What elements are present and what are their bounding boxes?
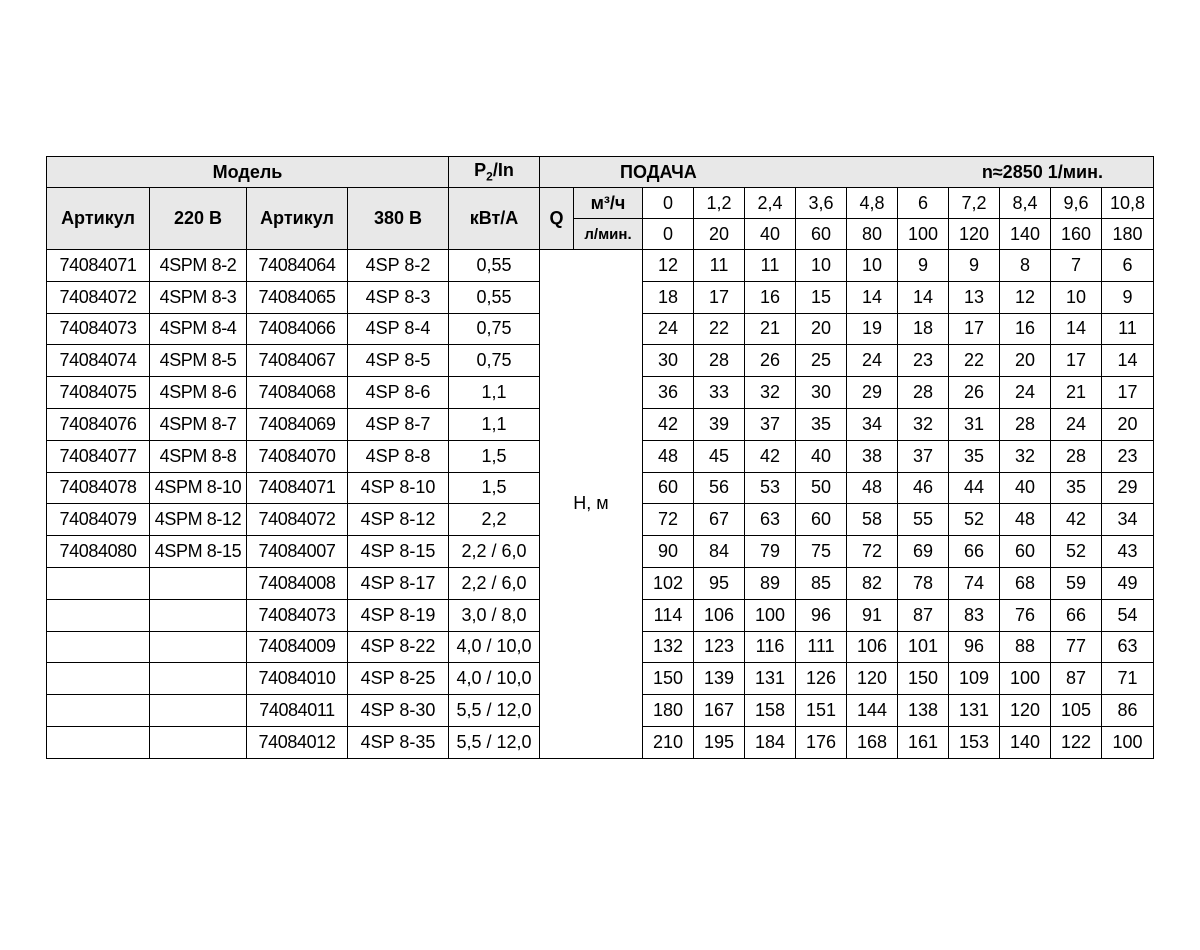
flow-m3h-cell: 9,6 bbox=[1051, 188, 1102, 219]
head-value-cell: 96 bbox=[949, 631, 1000, 663]
article-380-cell: 74084072 bbox=[247, 504, 348, 536]
head-value-cell: 100 bbox=[745, 599, 796, 631]
model-380-cell: 4SP 8-10 bbox=[348, 472, 449, 504]
model-380-cell: 4SP 8-19 bbox=[348, 599, 449, 631]
model-220-cell bbox=[150, 631, 247, 663]
head-value-cell: 13 bbox=[949, 281, 1000, 313]
head-value-cell: 180 bbox=[643, 695, 694, 727]
flow-m3h-cell: 10,8 bbox=[1102, 188, 1154, 219]
head-value-cell: 72 bbox=[643, 504, 694, 536]
head-value-cell: 28 bbox=[1051, 440, 1102, 472]
model-380-cell: 4SP 8-22 bbox=[348, 631, 449, 663]
model-220-cell bbox=[150, 599, 247, 631]
head-value-cell: 15 bbox=[796, 281, 847, 313]
article-220-cell bbox=[47, 599, 150, 631]
article-220-cell bbox=[47, 663, 150, 695]
head-value-cell: 67 bbox=[694, 504, 745, 536]
article-380-cell: 74084073 bbox=[247, 599, 348, 631]
flow-lmin-cell: 20 bbox=[694, 219, 745, 250]
head-value-cell: 14 bbox=[1051, 313, 1102, 345]
head-value-cell: 39 bbox=[694, 408, 745, 440]
head-value-cell: 16 bbox=[1000, 313, 1051, 345]
flow-lmin-cell: 120 bbox=[949, 219, 1000, 250]
model-220-cell bbox=[150, 567, 247, 599]
power-cell: 2,2 / 6,0 bbox=[449, 536, 540, 568]
head-value-cell: 10 bbox=[796, 250, 847, 282]
article-220-cell bbox=[47, 695, 150, 727]
head-value-cell: 131 bbox=[949, 695, 1000, 727]
head-value-cell: 91 bbox=[847, 599, 898, 631]
head-value-cell: 14 bbox=[1102, 345, 1154, 377]
head-value-cell: 53 bbox=[745, 472, 796, 504]
head-value-cell: 96 bbox=[796, 599, 847, 631]
head-value-cell: 18 bbox=[643, 281, 694, 313]
model-380-cell: 4SP 8-2 bbox=[348, 250, 449, 282]
flow-m3h-cell: 2,4 bbox=[745, 188, 796, 219]
head-value-cell: 60 bbox=[1000, 536, 1051, 568]
head-value-cell: 11 bbox=[1102, 313, 1154, 345]
article-220-cell: 74084080 bbox=[47, 536, 150, 568]
flow-lmin-cell: 100 bbox=[898, 219, 949, 250]
article-380-cell: 74084070 bbox=[247, 440, 348, 472]
head-value-cell: 16 bbox=[745, 281, 796, 313]
head-value-cell: 68 bbox=[1000, 567, 1051, 599]
head-value-cell: 120 bbox=[1000, 695, 1051, 727]
head-value-cell: 17 bbox=[1051, 345, 1102, 377]
head-value-cell: 10 bbox=[847, 250, 898, 282]
head-value-cell: 35 bbox=[796, 408, 847, 440]
head-value-cell: 120 bbox=[847, 663, 898, 695]
head-value-cell: 158 bbox=[745, 695, 796, 727]
head-value-cell: 75 bbox=[796, 536, 847, 568]
flow-lmin-cell: 40 bbox=[745, 219, 796, 250]
head-value-cell: 101 bbox=[898, 631, 949, 663]
power-cell: 2,2 / 6,0 bbox=[449, 567, 540, 599]
head-value-cell: 19 bbox=[847, 313, 898, 345]
head-value-cell: 84 bbox=[694, 536, 745, 568]
power-unit-header: кВт/А bbox=[449, 188, 540, 250]
head-value-cell: 78 bbox=[898, 567, 949, 599]
head-value-cell: 11 bbox=[694, 250, 745, 282]
head-value-cell: 12 bbox=[1000, 281, 1051, 313]
head-value-cell: 33 bbox=[694, 377, 745, 409]
article-380-header: Артикул bbox=[247, 188, 348, 250]
head-value-cell: 140 bbox=[1000, 726, 1051, 758]
head-value-cell: 123 bbox=[694, 631, 745, 663]
power-cell: 5,5 / 12,0 bbox=[449, 695, 540, 727]
article-220-cell: 74084077 bbox=[47, 440, 150, 472]
flow-lmin-cell: 60 bbox=[796, 219, 847, 250]
head-value-cell: 161 bbox=[898, 726, 949, 758]
power-cell: 2,2 bbox=[449, 504, 540, 536]
article-220-cell bbox=[47, 631, 150, 663]
model-380-cell: 4SP 8-5 bbox=[348, 345, 449, 377]
article-220-cell: 74084072 bbox=[47, 281, 150, 313]
head-value-cell: 132 bbox=[643, 631, 694, 663]
power-cell: 1,1 bbox=[449, 377, 540, 409]
model-220-cell: 4SPM 8-15 bbox=[150, 536, 247, 568]
head-value-cell: 50 bbox=[796, 472, 847, 504]
article-220-cell: 74084071 bbox=[47, 250, 150, 282]
head-value-cell: 37 bbox=[898, 440, 949, 472]
power-cell: 4,0 / 10,0 bbox=[449, 631, 540, 663]
head-value-cell: 26 bbox=[949, 377, 1000, 409]
head-value-cell: 29 bbox=[847, 377, 898, 409]
head-value-cell: 184 bbox=[745, 726, 796, 758]
head-value-cell: 20 bbox=[796, 313, 847, 345]
model-220-cell: 4SPM 8-6 bbox=[150, 377, 247, 409]
power-cell: 1,5 bbox=[449, 440, 540, 472]
article-380-cell: 74084066 bbox=[247, 313, 348, 345]
model-380-cell: 4SP 8-4 bbox=[348, 313, 449, 345]
power-cell: 0,55 bbox=[449, 281, 540, 313]
article-220-header: Артикул bbox=[47, 188, 150, 250]
head-value-cell: 131 bbox=[745, 663, 796, 695]
table-row bbox=[47, 250, 1154, 282]
head-value-cell: 17 bbox=[949, 313, 1000, 345]
head-value-cell: 58 bbox=[847, 504, 898, 536]
head-value-cell: 21 bbox=[1051, 377, 1102, 409]
head-value-cell: 106 bbox=[694, 599, 745, 631]
power-cell: 0,75 bbox=[449, 313, 540, 345]
head-value-cell: 66 bbox=[1051, 599, 1102, 631]
model-380-cell: 4SP 8-8 bbox=[348, 440, 449, 472]
flow-lmin-cell: 140 bbox=[1000, 219, 1051, 250]
head-value-cell: 10 bbox=[1051, 281, 1102, 313]
head-value-cell: 89 bbox=[745, 567, 796, 599]
model-220-cell: 4SPM 8-5 bbox=[150, 345, 247, 377]
head-value-cell: 59 bbox=[1051, 567, 1102, 599]
head-value-cell: 35 bbox=[1051, 472, 1102, 504]
head-value-cell: 12 bbox=[643, 250, 694, 282]
model-380-cell: 4SP 8-3 bbox=[348, 281, 449, 313]
head-value-cell: 35 bbox=[949, 440, 1000, 472]
q-header: Q bbox=[540, 188, 574, 250]
head-value-cell: 63 bbox=[745, 504, 796, 536]
head-value-cell: 14 bbox=[898, 281, 949, 313]
head-value-cell: 85 bbox=[796, 567, 847, 599]
head-value-cell: 26 bbox=[745, 345, 796, 377]
head-value-cell: 30 bbox=[796, 377, 847, 409]
head-value-cell: 195 bbox=[694, 726, 745, 758]
head-value-cell: 17 bbox=[694, 281, 745, 313]
head-value-cell: 11 bbox=[745, 250, 796, 282]
article-220-cell: 74084074 bbox=[47, 345, 150, 377]
head-value-cell: 66 bbox=[949, 536, 1000, 568]
head-value-cell: 28 bbox=[1000, 408, 1051, 440]
head-value-cell: 74 bbox=[949, 567, 1000, 599]
head-value-cell: 49 bbox=[1102, 567, 1154, 599]
flow-lmin-cell: 160 bbox=[1051, 219, 1102, 250]
model-220-cell: 4SPM 8-12 bbox=[150, 504, 247, 536]
unit-m3h-header: м³/ч bbox=[574, 188, 643, 219]
head-value-cell: 109 bbox=[949, 663, 1000, 695]
model-380-cell: 4SP 8-17 bbox=[348, 567, 449, 599]
head-value-cell: 34 bbox=[1102, 504, 1154, 536]
head-value-cell: 48 bbox=[643, 440, 694, 472]
head-value-cell: 106 bbox=[847, 631, 898, 663]
head-value-cell: 23 bbox=[1102, 440, 1154, 472]
model-380-cell: 4SP 8-7 bbox=[348, 408, 449, 440]
article-220-cell bbox=[47, 726, 150, 758]
model-380-cell: 4SP 8-15 bbox=[348, 536, 449, 568]
head-value-cell: 176 bbox=[796, 726, 847, 758]
head-value-cell: 48 bbox=[847, 472, 898, 504]
head-value-cell: 100 bbox=[1102, 726, 1154, 758]
head-value-cell: 9 bbox=[898, 250, 949, 282]
power-cell: 1,5 bbox=[449, 472, 540, 504]
head-value-cell: 31 bbox=[949, 408, 1000, 440]
article-380-cell: 74084069 bbox=[247, 408, 348, 440]
article-380-cell: 74084012 bbox=[247, 726, 348, 758]
head-value-cell: 153 bbox=[949, 726, 1000, 758]
head-value-cell: 40 bbox=[1000, 472, 1051, 504]
head-value-cell: 44 bbox=[949, 472, 1000, 504]
head-value-cell: 150 bbox=[898, 663, 949, 695]
head-value-cell: 7 bbox=[1051, 250, 1102, 282]
article-380-cell: 74084011 bbox=[247, 695, 348, 727]
head-value-cell: 22 bbox=[949, 345, 1000, 377]
flow-m3h-cell: 0 bbox=[643, 188, 694, 219]
head-value-cell: 54 bbox=[1102, 599, 1154, 631]
head-value-cell: 116 bbox=[745, 631, 796, 663]
table-body bbox=[47, 250, 1154, 759]
flow-m3h-cell: 1,2 bbox=[694, 188, 745, 219]
power-cell: 4,0 / 10,0 bbox=[449, 663, 540, 695]
head-value-cell: 150 bbox=[643, 663, 694, 695]
head-value-cell: 9 bbox=[949, 250, 1000, 282]
head-value-cell: 8 bbox=[1000, 250, 1051, 282]
flow-lmin-cell: 180 bbox=[1102, 219, 1154, 250]
power-cell: 0,75 bbox=[449, 345, 540, 377]
article-220-cell: 74084075 bbox=[47, 377, 150, 409]
article-380-cell: 74084067 bbox=[247, 345, 348, 377]
head-value-cell: 43 bbox=[1102, 536, 1154, 568]
voltage-220-header: 220 В bbox=[150, 188, 247, 250]
head-value-cell: 86 bbox=[1102, 695, 1154, 727]
head-value-cell: 52 bbox=[949, 504, 1000, 536]
head-value-cell: 48 bbox=[1000, 504, 1051, 536]
head-value-cell: 138 bbox=[898, 695, 949, 727]
supply-header bbox=[540, 157, 1154, 188]
head-value-cell: 32 bbox=[745, 377, 796, 409]
article-220-cell: 74084078 bbox=[47, 472, 150, 504]
head-value-cell: 22 bbox=[694, 313, 745, 345]
head-value-cell: 24 bbox=[1000, 377, 1051, 409]
head-value-cell: 95 bbox=[694, 567, 745, 599]
head-value-cell: 79 bbox=[745, 536, 796, 568]
head-value-cell: 76 bbox=[1000, 599, 1051, 631]
head-value-cell: 28 bbox=[694, 345, 745, 377]
head-value-cell: 46 bbox=[898, 472, 949, 504]
article-380-cell: 74084065 bbox=[247, 281, 348, 313]
head-value-cell: 167 bbox=[694, 695, 745, 727]
article-220-cell: 74084079 bbox=[47, 504, 150, 536]
head-value-cell: 42 bbox=[745, 440, 796, 472]
head-value-cell: 24 bbox=[643, 313, 694, 345]
flow-lmin-cell: 0 bbox=[643, 219, 694, 250]
head-value-cell: 210 bbox=[643, 726, 694, 758]
unit-lmin-header: л/мин. bbox=[574, 219, 643, 250]
model-220-cell bbox=[150, 695, 247, 727]
flow-m3h-cell: 4,8 bbox=[847, 188, 898, 219]
head-value-cell: 144 bbox=[847, 695, 898, 727]
head-value-cell: 102 bbox=[643, 567, 694, 599]
model-220-cell: 4SPM 8-3 bbox=[150, 281, 247, 313]
head-value-cell: 14 bbox=[847, 281, 898, 313]
head-value-cell: 151 bbox=[796, 695, 847, 727]
head-value-cell: 32 bbox=[898, 408, 949, 440]
head-value-cell: 30 bbox=[643, 345, 694, 377]
head-value-cell: 21 bbox=[745, 313, 796, 345]
head-value-cell: 42 bbox=[1051, 504, 1102, 536]
head-value-cell: 29 bbox=[1102, 472, 1154, 504]
flow-lmin-cell: 80 bbox=[847, 219, 898, 250]
article-380-cell: 74084071 bbox=[247, 472, 348, 504]
flow-m3h-cell: 3,6 bbox=[796, 188, 847, 219]
model-380-cell: 4SP 8-30 bbox=[348, 695, 449, 727]
head-value-cell: 122 bbox=[1051, 726, 1102, 758]
head-value-cell: 32 bbox=[1000, 440, 1051, 472]
head-value-cell: 83 bbox=[949, 599, 1000, 631]
head-value-cell: 25 bbox=[796, 345, 847, 377]
head-value-cell: 37 bbox=[745, 408, 796, 440]
head-value-cell: 114 bbox=[643, 599, 694, 631]
head-value-cell: 69 bbox=[898, 536, 949, 568]
head-value-cell: 24 bbox=[847, 345, 898, 377]
head-value-cell: 71 bbox=[1102, 663, 1154, 695]
head-value-cell: 52 bbox=[1051, 536, 1102, 568]
model-220-cell: 4SPM 8-8 bbox=[150, 440, 247, 472]
article-380-cell: 74084010 bbox=[247, 663, 348, 695]
head-value-cell: 82 bbox=[847, 567, 898, 599]
model-220-cell bbox=[150, 726, 247, 758]
model-220-cell: 4SPM 8-2 bbox=[150, 250, 247, 282]
head-value-cell: 100 bbox=[1000, 663, 1051, 695]
flow-m3h-cell: 6 bbox=[898, 188, 949, 219]
head-value-cell: 87 bbox=[1051, 663, 1102, 695]
head-value-cell: 72 bbox=[847, 536, 898, 568]
article-380-cell: 74084008 bbox=[247, 567, 348, 599]
model-220-cell bbox=[150, 663, 247, 695]
head-value-cell: 28 bbox=[898, 377, 949, 409]
head-value-cell: 40 bbox=[796, 440, 847, 472]
article-380-cell: 74084068 bbox=[247, 377, 348, 409]
head-value-cell: 55 bbox=[898, 504, 949, 536]
model-header: Модель bbox=[47, 157, 449, 188]
head-value-cell: 63 bbox=[1102, 631, 1154, 663]
model-380-cell: 4SP 8-6 bbox=[348, 377, 449, 409]
head-value-cell: 87 bbox=[898, 599, 949, 631]
head-value-cell: 6 bbox=[1102, 250, 1154, 282]
flow-m3h-cell: 8,4 bbox=[1000, 188, 1051, 219]
head-value-cell: 9 bbox=[1102, 281, 1154, 313]
article-380-cell: 74084007 bbox=[247, 536, 348, 568]
article-220-cell bbox=[47, 567, 150, 599]
head-value-cell: 18 bbox=[898, 313, 949, 345]
head-value-cell: 24 bbox=[1051, 408, 1102, 440]
power-cell: 0,55 bbox=[449, 250, 540, 282]
power-cell: 1,1 bbox=[449, 408, 540, 440]
head-value-cell: 60 bbox=[643, 472, 694, 504]
head-value-cell: 139 bbox=[694, 663, 745, 695]
speed-label: n≈2850 1/мин. bbox=[981, 161, 1103, 182]
head-value-cell: 34 bbox=[847, 408, 898, 440]
model-380-cell: 4SP 8-12 bbox=[348, 504, 449, 536]
model-220-cell: 4SPM 8-10 bbox=[150, 472, 247, 504]
head-value-cell: 17 bbox=[1102, 377, 1154, 409]
pump-performance-table bbox=[46, 156, 1154, 759]
model-220-cell: 4SPM 8-7 bbox=[150, 408, 247, 440]
head-value-cell: 60 bbox=[796, 504, 847, 536]
head-value-cell: 20 bbox=[1000, 345, 1051, 377]
voltage-380-header: 380 В bbox=[348, 188, 449, 250]
head-value-cell: 88 bbox=[1000, 631, 1051, 663]
supply-label: ПОДАЧА bbox=[620, 161, 697, 182]
head-value-cell: 20 bbox=[1102, 408, 1154, 440]
article-220-cell: 74084073 bbox=[47, 313, 150, 345]
model-220-cell: 4SPM 8-4 bbox=[150, 313, 247, 345]
head-value-cell: 126 bbox=[796, 663, 847, 695]
head-value-cell: 38 bbox=[847, 440, 898, 472]
article-220-cell: 74084076 bbox=[47, 408, 150, 440]
head-value-cell: 45 bbox=[694, 440, 745, 472]
head-label-cell: Н, м bbox=[540, 250, 643, 759]
model-380-cell: 4SP 8-35 bbox=[348, 726, 449, 758]
power-header: $P_2/In$ bbox=[449, 157, 540, 188]
head-value-cell: 90 bbox=[643, 536, 694, 568]
head-value-cell: 23 bbox=[898, 345, 949, 377]
head-value-cell: 77 bbox=[1051, 631, 1102, 663]
article-380-cell: 74084009 bbox=[247, 631, 348, 663]
model-380-cell: 4SP 8-25 bbox=[348, 663, 449, 695]
power-cell: 3,0 / 8,0 bbox=[449, 599, 540, 631]
head-value-cell: 168 bbox=[847, 726, 898, 758]
power-cell: 5,5 / 12,0 bbox=[449, 726, 540, 758]
flow-m3h-cell: 7,2 bbox=[949, 188, 1000, 219]
article-380-cell: 74084064 bbox=[247, 250, 348, 282]
head-value-cell: 105 bbox=[1051, 695, 1102, 727]
head-value-cell: 42 bbox=[643, 408, 694, 440]
head-value-cell: 56 bbox=[694, 472, 745, 504]
head-value-cell: 111 bbox=[796, 631, 847, 663]
head-value-cell: 36 bbox=[643, 377, 694, 409]
